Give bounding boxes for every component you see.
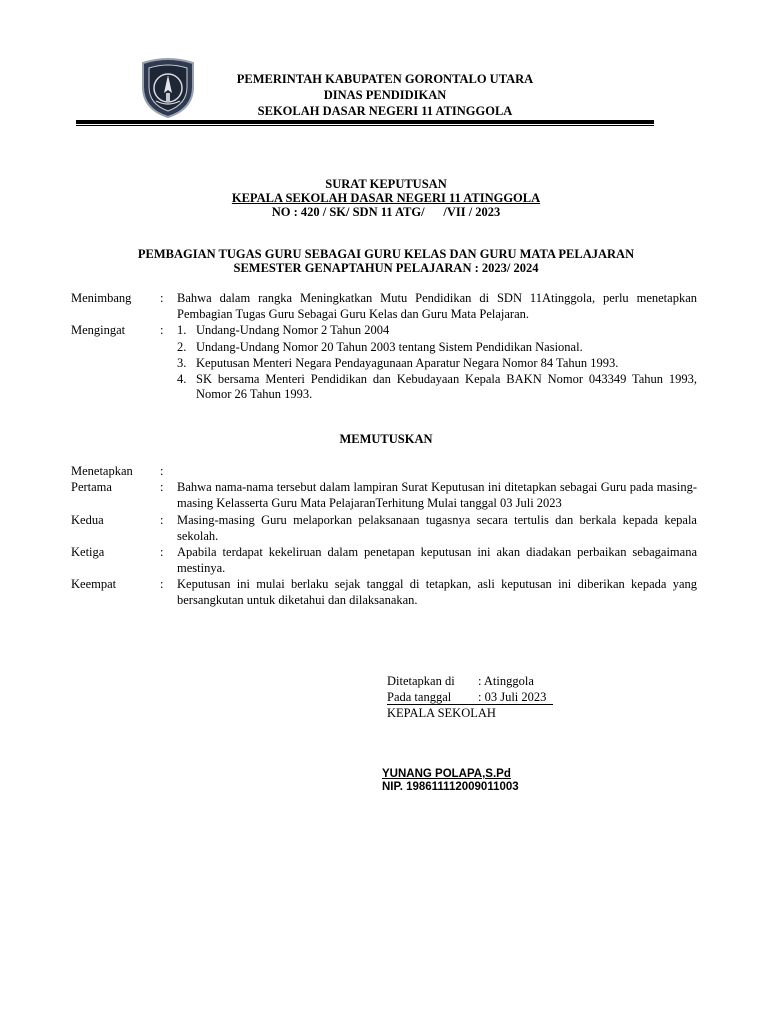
subject-line-2: SEMESTER GENAPTAHUN PELAJARAN : 2023/ 2024	[233, 261, 539, 275]
mengingat-colon: :	[160, 323, 164, 337]
kedua-label: Kedua	[71, 513, 104, 527]
ketiga-text: Apabila terdapat kekeliruan dalam penetapan keputusan ini akan diadakan perbaikan sebagaimana mestinya.	[177, 545, 697, 575]
signatory-position: KEPALA SEKOLAH	[387, 706, 496, 720]
date-value: : 03 Juli 2023	[478, 690, 547, 704]
date-label: Pada tanggal	[387, 690, 452, 704]
mengingat-item-4-num: 4.	[177, 372, 187, 386]
keempat-text: Keputusan ini mulai berlaku sejak tanggal di tetapkan, asli keputusan ini diberikan kepada yang bersangkutan untuk diketahui dan dilaksanakan.	[177, 577, 697, 607]
place-value: : Atinggola	[478, 674, 534, 688]
keempat-label: Keempat	[71, 577, 117, 591]
pertama-colon: :	[160, 480, 164, 494]
pertama-label: Pertama	[71, 480, 112, 494]
letterhead-divider-thin	[76, 125, 654, 126]
keempat-colon: :	[160, 577, 164, 591]
mengingat-item-3-num: 3.	[177, 356, 187, 370]
header-school: SEKOLAH DASAR NEGERI 11 ATINGGOLA	[257, 104, 513, 118]
place-label: Ditetapkan di	[387, 674, 455, 688]
menetapkan-label: Menetapkan	[71, 464, 133, 478]
document-issuer-wrap	[76, 191, 696, 205]
menimbang-label: Menimbang	[71, 291, 132, 305]
menimbang-colon: :	[160, 291, 164, 305]
mengingat-item-3: Keputusan Menteri Negara Pendayagunaan Aparatur Negara Nomor 84 Tahun 1993.	[196, 356, 619, 370]
document-title: SURAT KEPUTUSAN	[325, 177, 447, 191]
memutuskan-heading: MEMUTUSKAN	[339, 432, 433, 446]
document-number: NO : 420 / SK/ SDN 11 ATG/ /VII / 2023	[271, 205, 501, 219]
header-government: PEMERINTAH KABUPATEN GORONTALO UTARA	[236, 72, 534, 86]
pertama-text: Bahwa nama-nama tersebut dalam lampiran Surat Keputusan ini ditetapkan sebagai Guru pada masing-masing Kelasserta Guru Mata PelajaranTerhitung Mulai tanggal 03 Juli 2023	[177, 480, 697, 510]
menetapkan-colon: :	[160, 464, 164, 478]
kedua-colon: :	[160, 513, 164, 527]
mengingat-item-2-num: 2.	[177, 340, 187, 354]
mengingat-item-1: Undang-Undang Nomor 2 Tahun 2004	[196, 323, 390, 337]
ketiga-colon: :	[160, 545, 164, 559]
mengingat-item-4: SK bersama Menteri Pendidikan dan Kebudayaan Kepala BAKN Nomor 043349 Tahun 1993, Nomor 26 Tahun 1993.	[196, 372, 697, 401]
document-issuer: KEPALA SEKOLAH DASAR NEGERI 11 ATINGGOLA	[231, 191, 541, 205]
regency-shield-emblem-icon	[139, 57, 197, 119]
header-department: DINAS PENDIDIKAN	[323, 88, 447, 102]
ketiga-label: Ketiga	[71, 545, 105, 559]
date-row	[387, 689, 553, 705]
mengingat-item-1-num: 1.	[177, 323, 187, 337]
kedua-text: Masing-masing Guru melaporkan pelaksanaan tugasnya secara tertulis dan berkala kepada kepala sekolah.	[177, 513, 697, 543]
mengingat-item-2: Undang-Undang Nomor 20 Tahun 2003 tentang Sistem Pendidikan Nasional.	[196, 340, 583, 354]
menimbang-text: Bahwa dalam rangka Meningkatkan Mutu Pendidikan di SDN 11Atinggola, perlu menetapkan Pembagian Tugas Guru Sebagai Guru Kelas dan Guru Mata Pelajaran.	[177, 291, 697, 321]
letterhead-divider	[76, 120, 654, 124]
signatory-name: YUNANG POLAPA,S.Pd	[382, 768, 511, 780]
mengingat-label: Mengingat	[71, 323, 126, 337]
subject-line-1: PEMBAGIAN TUGAS GURU SEBAGAI GURU KELAS DAN GURU MATA PELAJARAN	[137, 247, 635, 261]
signatory-nip: NIP. 198611112009011003	[382, 781, 519, 793]
